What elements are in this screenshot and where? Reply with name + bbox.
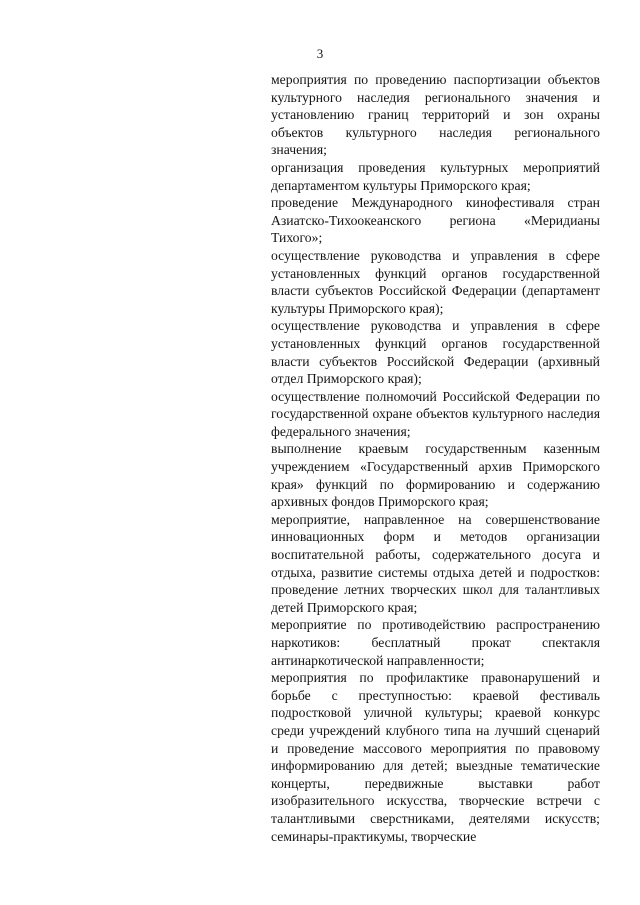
- paragraph-heritage-passportization: мероприятия по проведению паспортизации объектов культурного наследия регионального значения и установлению границ территорий и зон охраны объектов культурного наследия регионального значения;: [271, 72, 600, 158]
- paragraph-crime-prevention: мероприятия по профилактике правонарушений и борьбе с преступностью: краевой фестиваль подростковой уличной культуры; краевой конкурс среди учреждений клубного типа на лучший сценарий и проведение массового мероприятия по правовому информированию для детей; выездные тематические концерты, передвижные выставки работ изобразительного искусства, творческие встречи с талантливыми сверстниками, деятелями искусств; семинары-практикумы, творческие: [271, 670, 600, 844]
- paragraph-film-festival: проведение Международного кинофестиваля стран Азиатско-Тихоокеанского региона «Меридианы Тихого»;: [271, 195, 600, 246]
- paragraph-state-archive-functions: выполнение краевым государственным казенным учреждением «Государственный архив Приморского края» функций по формированию и содержанию архивных фондов Приморского края;: [271, 441, 600, 510]
- paragraph-culture-department-management: осуществление руководства и управления в сфере установленных функций органов государственной власти субъектов Российской Федерации (департамент культуры Приморского края);: [271, 247, 600, 316]
- paragraph-cultural-events: организация проведения культурных мероприятий департаментом культуры Приморского края;: [271, 159, 600, 193]
- page-number: 3: [316, 46, 324, 61]
- paragraph-federal-heritage-protection: осуществление полномочий Российской Федерации по государственной охране объектов культурного наследия федерального значения;: [271, 388, 600, 439]
- document-body: [271, 71, 600, 845]
- paragraph-anti-drug: мероприятие по противодействию распространению наркотиков: бесплатный прокат спектакля антинаркотической направленности;: [271, 617, 600, 668]
- paragraph-archive-department-management: осуществление руководства и управления в сфере установленных функций органов государственной власти субъектов Российской Федерации (архивный отдел Приморского края);: [271, 318, 600, 387]
- paragraph-youth-leisure: мероприятие, направленное на совершенствование инновационных форм и методов организации воспитательной работы, содержательного досуга и отдыха, развитие системы отдыха детей и подростков: проведение летних творческих школ для талантливых детей Приморского края;: [271, 511, 600, 615]
